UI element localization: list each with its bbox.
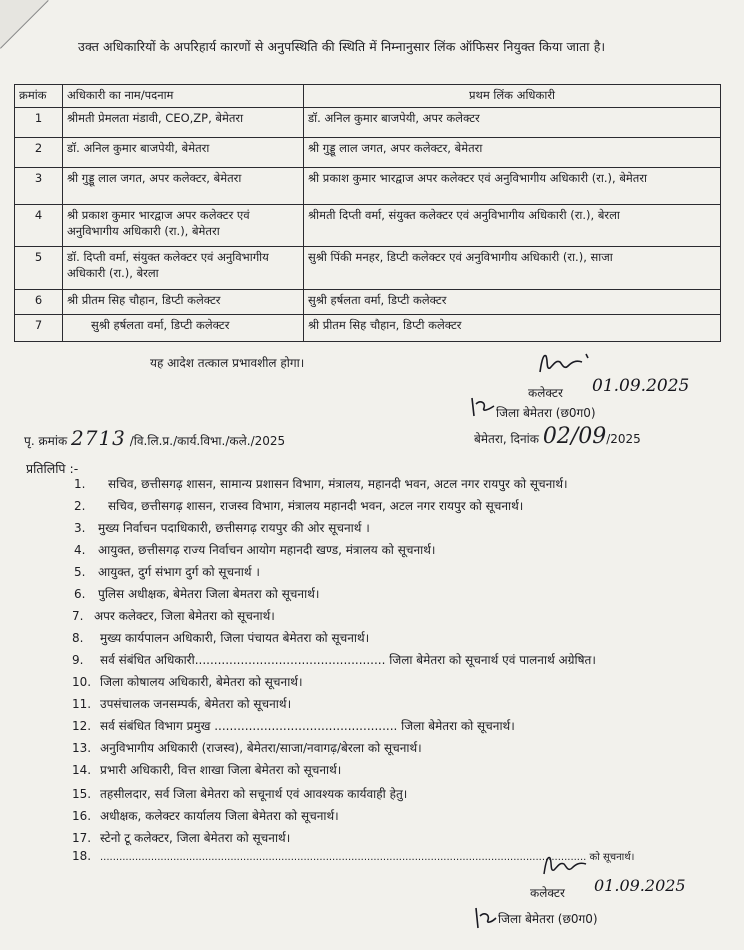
list-text: अनुविभागीय अधिकारी (राजस्व), बेमेतरा/साजा/नवागढ़/बेरला को सूचनार्थ। (100, 741, 422, 755)
reference-suffix: /वि.लि.प्र./कार्य.विभा./कले./2025 (129, 434, 286, 448)
list-text: उपसंचालक जनसम्पर्क, बेमेतरा को सूचनार्थ। (100, 697, 292, 711)
reference-line (24, 426, 285, 450)
list-item (72, 695, 291, 712)
row-officer: श्री प्रीतम सिह चौहान, डिप्टी कलेक्टर (63, 290, 304, 315)
list-text: आयुक्त, छत्तीसगढ़ राज्य निर्वाचन आयोग महानदी खण्ड, मंत्रालय को सूचनार्थ। (98, 543, 436, 557)
collector-district: जिला बेमेतरा (छ0ग0) (498, 912, 598, 926)
reference-prefix: पृ. क्रमांक (24, 434, 68, 448)
effect-note: यह आदेश तत्काल प्रभावशील होगा। (150, 356, 305, 370)
list-text: प्रभारी अधिकारी, वित्त शाखा जिला बेमेतरा को सूचनार्थ। (100, 763, 342, 777)
collector-district: जिला बेमेतरा (छ0ग0) (496, 406, 596, 420)
table-row (15, 108, 721, 138)
row-link-officer: डॉ. अनिल कुमार बाजपेयी, अपर कलेक्टर (304, 108, 721, 138)
list-item (72, 807, 339, 824)
table-row (15, 290, 721, 315)
collector-title: कलेक्टर (530, 886, 565, 900)
signature-scribble (540, 852, 596, 878)
row-officer: डॉ. अनिल कुमार बाजपेयी, बेमेतरा (63, 138, 304, 168)
row-serial: 1 (15, 108, 63, 138)
row-link-officer: सुश्री हर्षलता वर्मा, डिप्टी कलेक्टर (304, 290, 721, 315)
row-link-officer: श्रीमती दिप्ती वर्मा, संयुक्त कलेक्टर एवं अनुविभागीय अधिकारी (रा.), बेरला (304, 205, 721, 247)
reference-number: 2713 (71, 426, 126, 450)
dated-line: बेमेतरा, दिनांक 02/09/2025 (474, 424, 641, 449)
header-serial: क्रमांक (15, 85, 63, 108)
initial-scribble (472, 906, 498, 930)
list-number: 14. (72, 763, 92, 777)
list-text: अपर कलेक्टर, जिला बेमेतरा को सूचनार्थ। (94, 609, 275, 623)
signature-scribble (536, 350, 596, 378)
table-row (15, 138, 721, 168)
list-item (72, 829, 290, 846)
dated-label: बेमेतरा, दिनांक (474, 432, 539, 446)
row-serial: 7 (15, 315, 63, 342)
list-text: सचिव, छत्तीसगढ़ शासन, सामान्य प्रशासन विभाग, मंत्रालय, महानदी भवन, अटल नगर रायपुर को सूचनार्थ। (108, 477, 568, 491)
list-text: पुलिस अधीक्षक, बेमेतरा जिला बेमतरा को सूचनार्थ। (98, 587, 320, 601)
list-number: 17. (72, 831, 92, 845)
list-text: जिला कोषालय अधिकारी, बेमेतरा को सूचनार्थ। (100, 675, 303, 689)
dated-month: 09 (578, 424, 607, 449)
list-number: 5. (74, 565, 86, 579)
signature-date: 01.09.2025 (592, 376, 690, 396)
list-text: सर्व संबंधित विभाग प्रमुख ................................................ जिला बेमेतरा को सूचनार्थ। (100, 719, 515, 733)
row-serial: 5 (15, 247, 63, 290)
row-link-officer: श्री प्रकाश कुमार भारद्वाज अपर कलेक्टर एवं अनुविभागीय अधिकारी (रा.), बेमेतरा (304, 168, 721, 205)
row-officer: डॉ. दिप्ती वर्मा, संयुक्त कलेक्टर एवं अनुविभागीय अधिकारी (रा.), बेरला (63, 247, 304, 290)
list-text: सचिव, छत्तीसगढ़ शासन, राजस्व विभाग, मंत्रालय महानदी भवन, अटल नगर रायपुर को सूचनार्थ। (108, 499, 524, 513)
row-link-officer: श्री गुड्डू लाल जगत, अपर कलेक्टर, बेमेतरा (304, 138, 721, 168)
list-number: 18. (72, 849, 92, 863)
list-text: स्टेनो टू कलेक्टर, जिला बेमेतरा को सूचनार्थ। (100, 831, 291, 845)
list-item (72, 629, 369, 646)
list-number: 12. (72, 719, 92, 733)
list-number: 10. (72, 675, 92, 689)
header-link-officer: प्रथम लिंक अधिकारी (304, 85, 721, 108)
row-officer: श्री गुड्डू लाल जगत, अपर कलेक्टर, बेमेतरा (63, 168, 304, 205)
link-officer-table (14, 84, 721, 342)
row-serial: 6 (15, 290, 63, 315)
list-number: 4. (74, 543, 86, 557)
list-item (74, 563, 260, 580)
dated-year: /2025 (606, 432, 641, 446)
list-item (72, 717, 515, 734)
initial-scribble (468, 396, 496, 418)
table-row (15, 168, 721, 205)
list-item (72, 651, 596, 668)
list-item (74, 475, 568, 492)
list-number: 1. (74, 477, 86, 491)
row-link-officer: श्री प्रीतम सिह चौहान, डिप्टी कलेक्टर (304, 315, 721, 342)
list-item (74, 585, 319, 602)
signature-date: 01.09.2025 (594, 876, 686, 895)
list-number: 16. (72, 809, 92, 823)
row-serial: 3 (15, 168, 63, 205)
list-item (74, 541, 435, 558)
list-item (72, 673, 303, 690)
list-item (74, 519, 370, 536)
list-item (72, 607, 275, 624)
header-officer-name: अधिकारी का नाम/पदनाम (63, 85, 304, 108)
list-number: 9. (72, 653, 84, 667)
list-number: 6. (74, 587, 86, 601)
row-officer: सुश्री हर्षलता वर्मा, डिप्टी कलेक्टर (63, 315, 304, 342)
row-serial: 4 (15, 205, 63, 247)
list-text: सर्व संबंधित अधिकारी.................................................. जिला बेमेतरा को सूचनार्थ एवं पालनार्थ अग्रेषित। (100, 653, 596, 667)
row-officer: श्रीमती प्रेमलता मंडावी, CEO,ZP, बेमेतरा (63, 108, 304, 138)
row-officer: श्री प्रकाश कुमार भारद्वाज अपर कलेक्टर एवं अनुविभागीय अधिकारी (रा.), बेमेतरा (63, 205, 304, 247)
list-item (72, 785, 407, 802)
list-text: मुख्य कार्यपालन अधिकारी, जिला पंचायत बेमेतरा को सूचनार्थ। (100, 631, 370, 645)
row-link-officer: सुश्री पिंकी मनहर, डिप्टी कलेक्टर एवं अनुविभागीय अधिकारी (रा.), साजा (304, 247, 721, 290)
list-text: अधीक्षक, कलेक्टर कार्यालय जिला बेमेतरा को सूचनार्थ। (100, 809, 339, 823)
copy-heading: प्रतिलिपि :- (26, 461, 79, 476)
list-text: तहसीलदार, सर्व जिला बेमेतरा को सचूनार्थ एवं आवश्यक कार्यवाही हेतु। (100, 787, 408, 801)
list-text: ......................................................................................................................................................... को सूचनार्थ। (100, 852, 635, 863)
dated-day: 02 (542, 424, 571, 449)
list-item (72, 739, 422, 756)
list-number: 13. (72, 741, 92, 755)
list-item (74, 497, 523, 514)
intro-paragraph: उक्त अधिकारियों के अपरिहार्य कारणों से अनुपस्थिति की स्थिति में निम्नानुसार लिंक ऑफिसर नियुक्त किया जाता है। (78, 39, 606, 54)
list-item (72, 761, 341, 778)
list-number: 7. (72, 609, 84, 623)
list-number: 2. (74, 499, 86, 513)
row-serial: 2 (15, 138, 63, 168)
page-fold-mark (0, 0, 60, 60)
table-header-row (15, 85, 721, 108)
table-row (15, 315, 721, 342)
list-number: 3. (74, 521, 86, 535)
table-row (15, 205, 721, 247)
list-number: 15. (72, 787, 92, 801)
list-text: आयुक्त, दुर्ग संभाग दुर्ग को सूचनार्थ । (98, 565, 260, 579)
collector-title: कलेक्टर (528, 386, 563, 400)
table-row (15, 247, 721, 290)
list-number: 11. (72, 697, 92, 711)
list-text: मुख्य निर्वाचन पदाधिकारी, छत्तीसगढ़ रायपुर की ओर सूचनार्थ । (98, 521, 370, 535)
list-number: 8. (72, 631, 84, 645)
